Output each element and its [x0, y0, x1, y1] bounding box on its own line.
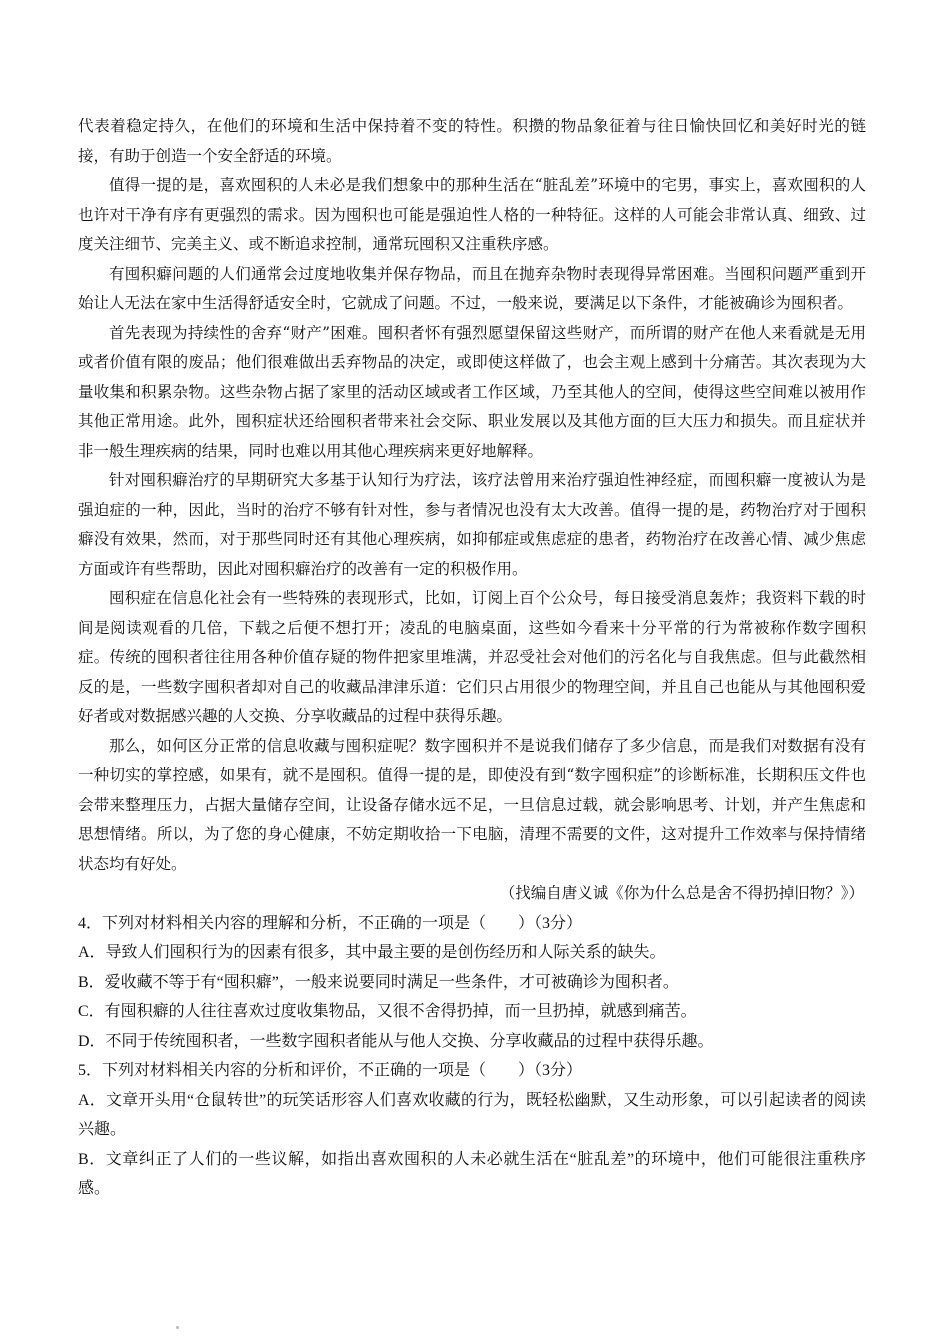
option-d: D．不同于传统囤积者，一些数字囤积者能从与他人交换、分享收藏品的过程中获得乐趣。: [78, 1032, 714, 1050]
question-stem: 4．下列对材料相关内容的理解和分析，不正确的一项是（ ）（3分）: [78, 914, 583, 932]
option-c: C．有囤积癖的人往往喜欢过度收集物品，又很不舍得扔掉，而一旦扔掉，就感到痛苦。: [78, 1003, 697, 1020]
document-page: [78, 112, 866, 1204]
footer-dot: [176, 1326, 179, 1329]
question-4: [78, 909, 866, 1057]
passage-paragraph-5: 针对囤积癖治疗的早期研究大多基于认知行为疗法，该疗法曾用来治疗强迫性神经症，而囤积癖一度被认为是强迫症的一种，因此，当时的治疗不够有针对性，参与者情况也没有太大改善。值得一提的是，药物治疗对于囤积癖没有效果，然而，对于那些同时还有其他心理疾病，如抑郁症或焦虑症的患者，药物治疗在改善心情、减少焦虑方面或许有些帮助，因此对囤积癖治疗的改善有一定的积极作用。: [78, 471, 866, 578]
passage-paragraph-7: 那么，如何区分正常的信息收藏与囤积症呢？数字囤积并不是说我们储存了多少信息，而是我们对数据有没有一种切实的掌控感，如果有，就不是囤积。值得一提的是，即使没有到“数字囤积症”的诊断标准，长期积压文件也会带来整理压力，占据大量储存空间，让设备存储水远不足，一旦信息过载，就会影响思考、计划，并产生焦虑和思想情绪。所以，为了您的身心健康，不妨定期收拾一下电脑，清理不需要的文件，这对提升工作效率与保持情绪状态均有好处。: [78, 736, 866, 873]
option-b: B．文章纠正了人们的一些议解，如指出喜欢囤积的人未必就生活在“脏乱差”的环境中，他们可能很注重秩序感。: [78, 1150, 866, 1197]
reading-passage: [78, 112, 866, 909]
passage-paragraph-6: 囤积症在信息化社会有一些特殊的表现形式，比如，订阅上百个公众号，每日接受消息轰炸；我资料下载的时间是阅读观看的几倍，下载之后便不想打开；凌乱的电脑桌面，这些如今看来十分平常的行为常被称作数字囤积症。传统的囤积者往往用各种价值存疑的物件把家里堆满，并忍受社会对他们的污名化与自我焦虑。但与此截然相反的是，一些数字囤积者却对自己的收藏品津津乐道：它们只占用很少的物理空间，并且自己也能从与其他囤积爱好者或对数据感兴趣的人交换、分享收藏品的过程中获得乐趣。: [78, 589, 866, 725]
option-a: A．文章开头用“仓鼠转世”的玩笑话形容人们喜欢收藏的行为，既轻松幽默，又生动形象，可以引起读者的阅读兴趣。: [78, 1091, 866, 1138]
question-stem: 5．下列对材料相关内容的分析和评价，不正确的一项是（ ）（3分）: [78, 1062, 583, 1079]
passage-paragraph-1: 代表着稳定持久，在他们的环境和生活中保持着不变的特性。积攒的物品象征着与往日愉快回忆和美好时光的链接，有助于创造一个安全舒适的环境。: [78, 117, 866, 165]
passage-source: （找编自唐义诚《你为什么总是舍不得扔掉旧物？》）: [499, 884, 864, 902]
option-b: B．爱收藏不等于有“囤积癖”，一般来说要同时满足一些条件，才可被确诊为囤积者。: [78, 973, 679, 991]
passage-paragraph-2: 值得一提的是，喜欢囤积的人未必是我们想象中的那种生活在“脏乱差”环境中的宅男，事实上，喜欢囤积的人也许对干净有序有更强烈的需求。因为囤积也可能是强迫性人格的一种特征。这样的人可能会非常认真、细致、过度关注细节、完美主义、或不断追求控制，通常玩囤积又注重秩序感。: [78, 176, 866, 253]
question-5: [78, 1056, 866, 1204]
passage-paragraph-4: 首先表现为持续性的舍弃“财产”困难。囤积者怀有强烈愿望保留这些财产，而所谓的财产在他人来看就是无用或者价值有限的废品；他们很难做出丢弃物品的决定，或即使这样做了，也会主观上感到十分痛苦。其次表现为大量收集和积累杂物。这些杂物占据了家里的活动区域或者工作区域，乃至其他人的空间，使得这些空间难以被用作其他正常用途。此外，囤积症状还给囤积者带来社会交际、职业发展以及其他方面的巨大压力和损失。而且症状并非一般生理疾病的结果，同时也难以用其他心理疾病来更好地解释。: [78, 323, 866, 460]
option-a: A．导致人们囤积行为的因素有很多，其中最主要的是创伤经历和人际关系的缺失。: [78, 944, 666, 961]
passage-paragraph-3: 有囤积癖问题的人们通常会过度地收集并保存物品，而且在抛弃杂物时表现得异常困难。当囤积问题严重到开始让人无法在家中生活得舒适安全时，它就成了问题。不过，一般来说，要满足以下条件，才能被确诊为囤积者。: [78, 264, 866, 312]
